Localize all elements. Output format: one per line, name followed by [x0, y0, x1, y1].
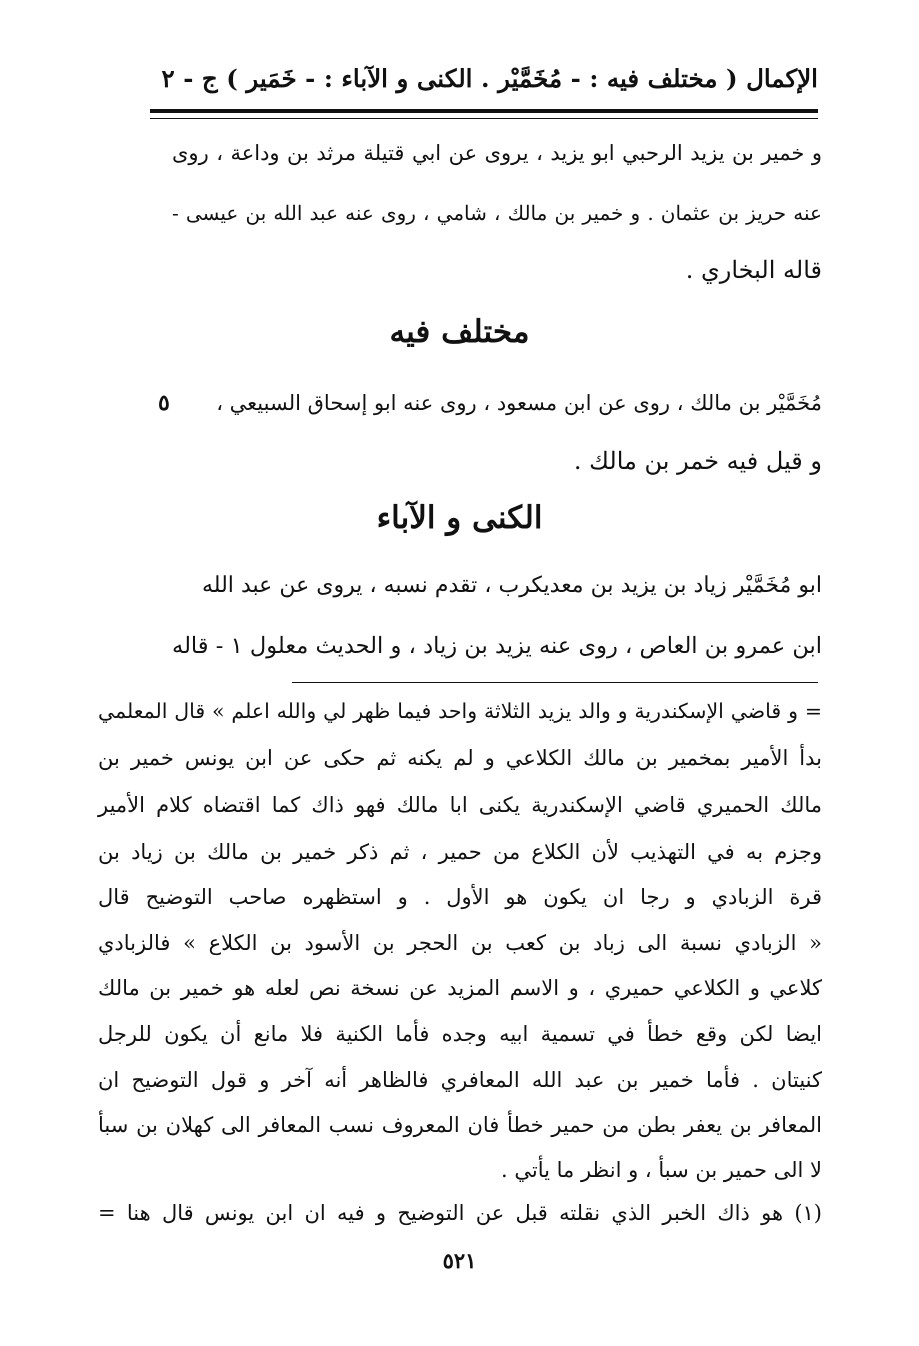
body-line: ابو مُخَمَّيْر زياد بن يزيد بن معديكرب ، تقدم نسبه ، يروى عن عبد الله — [202, 573, 822, 598]
footnote-note: (١) هو ذاك الخبر الذي نقلته قبل عن التوضيح و فيه ان ابن يونس قال هنا = — [98, 1201, 822, 1225]
section-heading: مختلف فيه — [389, 314, 530, 350]
footnote-line: وجزم به في التهذيب لأن الكلاع من حمير ، ثم ذكر خمير بن مالك بن زياد بن — [98, 840, 822, 864]
footnote-line: كنيتان . فأما خمير بن عبد الله المعافري فالظاهر أنه آخر و قول التوضيح ان — [98, 1068, 822, 1092]
footnote-separator — [292, 682, 818, 683]
body-line: و قيل فيه خمر بن مالك . — [573, 447, 822, 475]
body-line: قاله البخاري . — [685, 256, 822, 284]
footnote-line: مالك الحميري قاضي الإسكندرية يكنى ابا مالك فهو ذاك كما اقتضاه كلام الأمير — [98, 793, 822, 817]
footnote-line: كلاعي و الكلاعي حميري ، و الاسم المزيد عن نسخة نص لعله هو خمير بن مالك — [98, 976, 822, 1000]
line-number: ٥ — [158, 390, 170, 416]
body-line: مُخَمَّيْر بن مالك ، روى عن ابن مسعود ، روى عنه ابو إسحاق السبيعي ، — [216, 391, 822, 415]
footnote-line: لا الى حمير بن سبأ ، و انظر ما يأتي . — [501, 1158, 822, 1182]
body-line: و خمير بن يزيد الرحبي ابو يزيد ، يروى عن ابي قتيلة مرثد بن وداعة ، روى — [172, 141, 822, 165]
body-line: عنه حريز بن عثمان . و خمير بن مالك ، شامي ، روى عنه عبد الله بن عيسى - — [172, 201, 822, 225]
section-heading: الكنى و الآباء — [376, 500, 543, 536]
body-line: ابن عمرو بن العاص ، روى عنه يزيد بن زياد ، و الحديث معلول ١ - قاله — [172, 633, 823, 659]
header-rule-thin — [150, 118, 818, 119]
footnote-line: ايضا لكن وقع خطأ في تسمية ابيه وجده فأما الكنية فلا مانع أن يكون للرجل — [98, 1022, 822, 1046]
footnote-line: بدأ الأمير بمخمير بن مالك الكلاعي و لم يكنه ثم حكى عن ابن يونس خمير بن — [98, 746, 822, 770]
footnote-line: قرة الزبادي و رجا ان يكون هو الأول . و استظهره صاحب التوضيح قال — [98, 885, 822, 909]
header-rule-thick — [150, 109, 818, 113]
footnote-line: « الزبادي نسبة الى زباد بن كعب بن الحجر بن الأسود بن الكلاع » فالزبادي — [98, 931, 822, 955]
footnote-line: = و قاضي الإسكندرية و والد يزيد الثلاثة واحد فيما ظهر لي والله اعلم » قال المعلمي — [98, 699, 822, 723]
page-number: ٥٢١ — [442, 1248, 477, 1273]
footnote-line: المعافر بن يعفر بطن من حمير خطأ فان المعروف نسب المعافر الى كهلان بن سبأ — [98, 1113, 822, 1137]
running-header: الإكمال ( مختلف فيه : - مُخَمَّيْر . الكنى و الآباء : - خَمَير ) ج - ٢ — [161, 64, 818, 93]
